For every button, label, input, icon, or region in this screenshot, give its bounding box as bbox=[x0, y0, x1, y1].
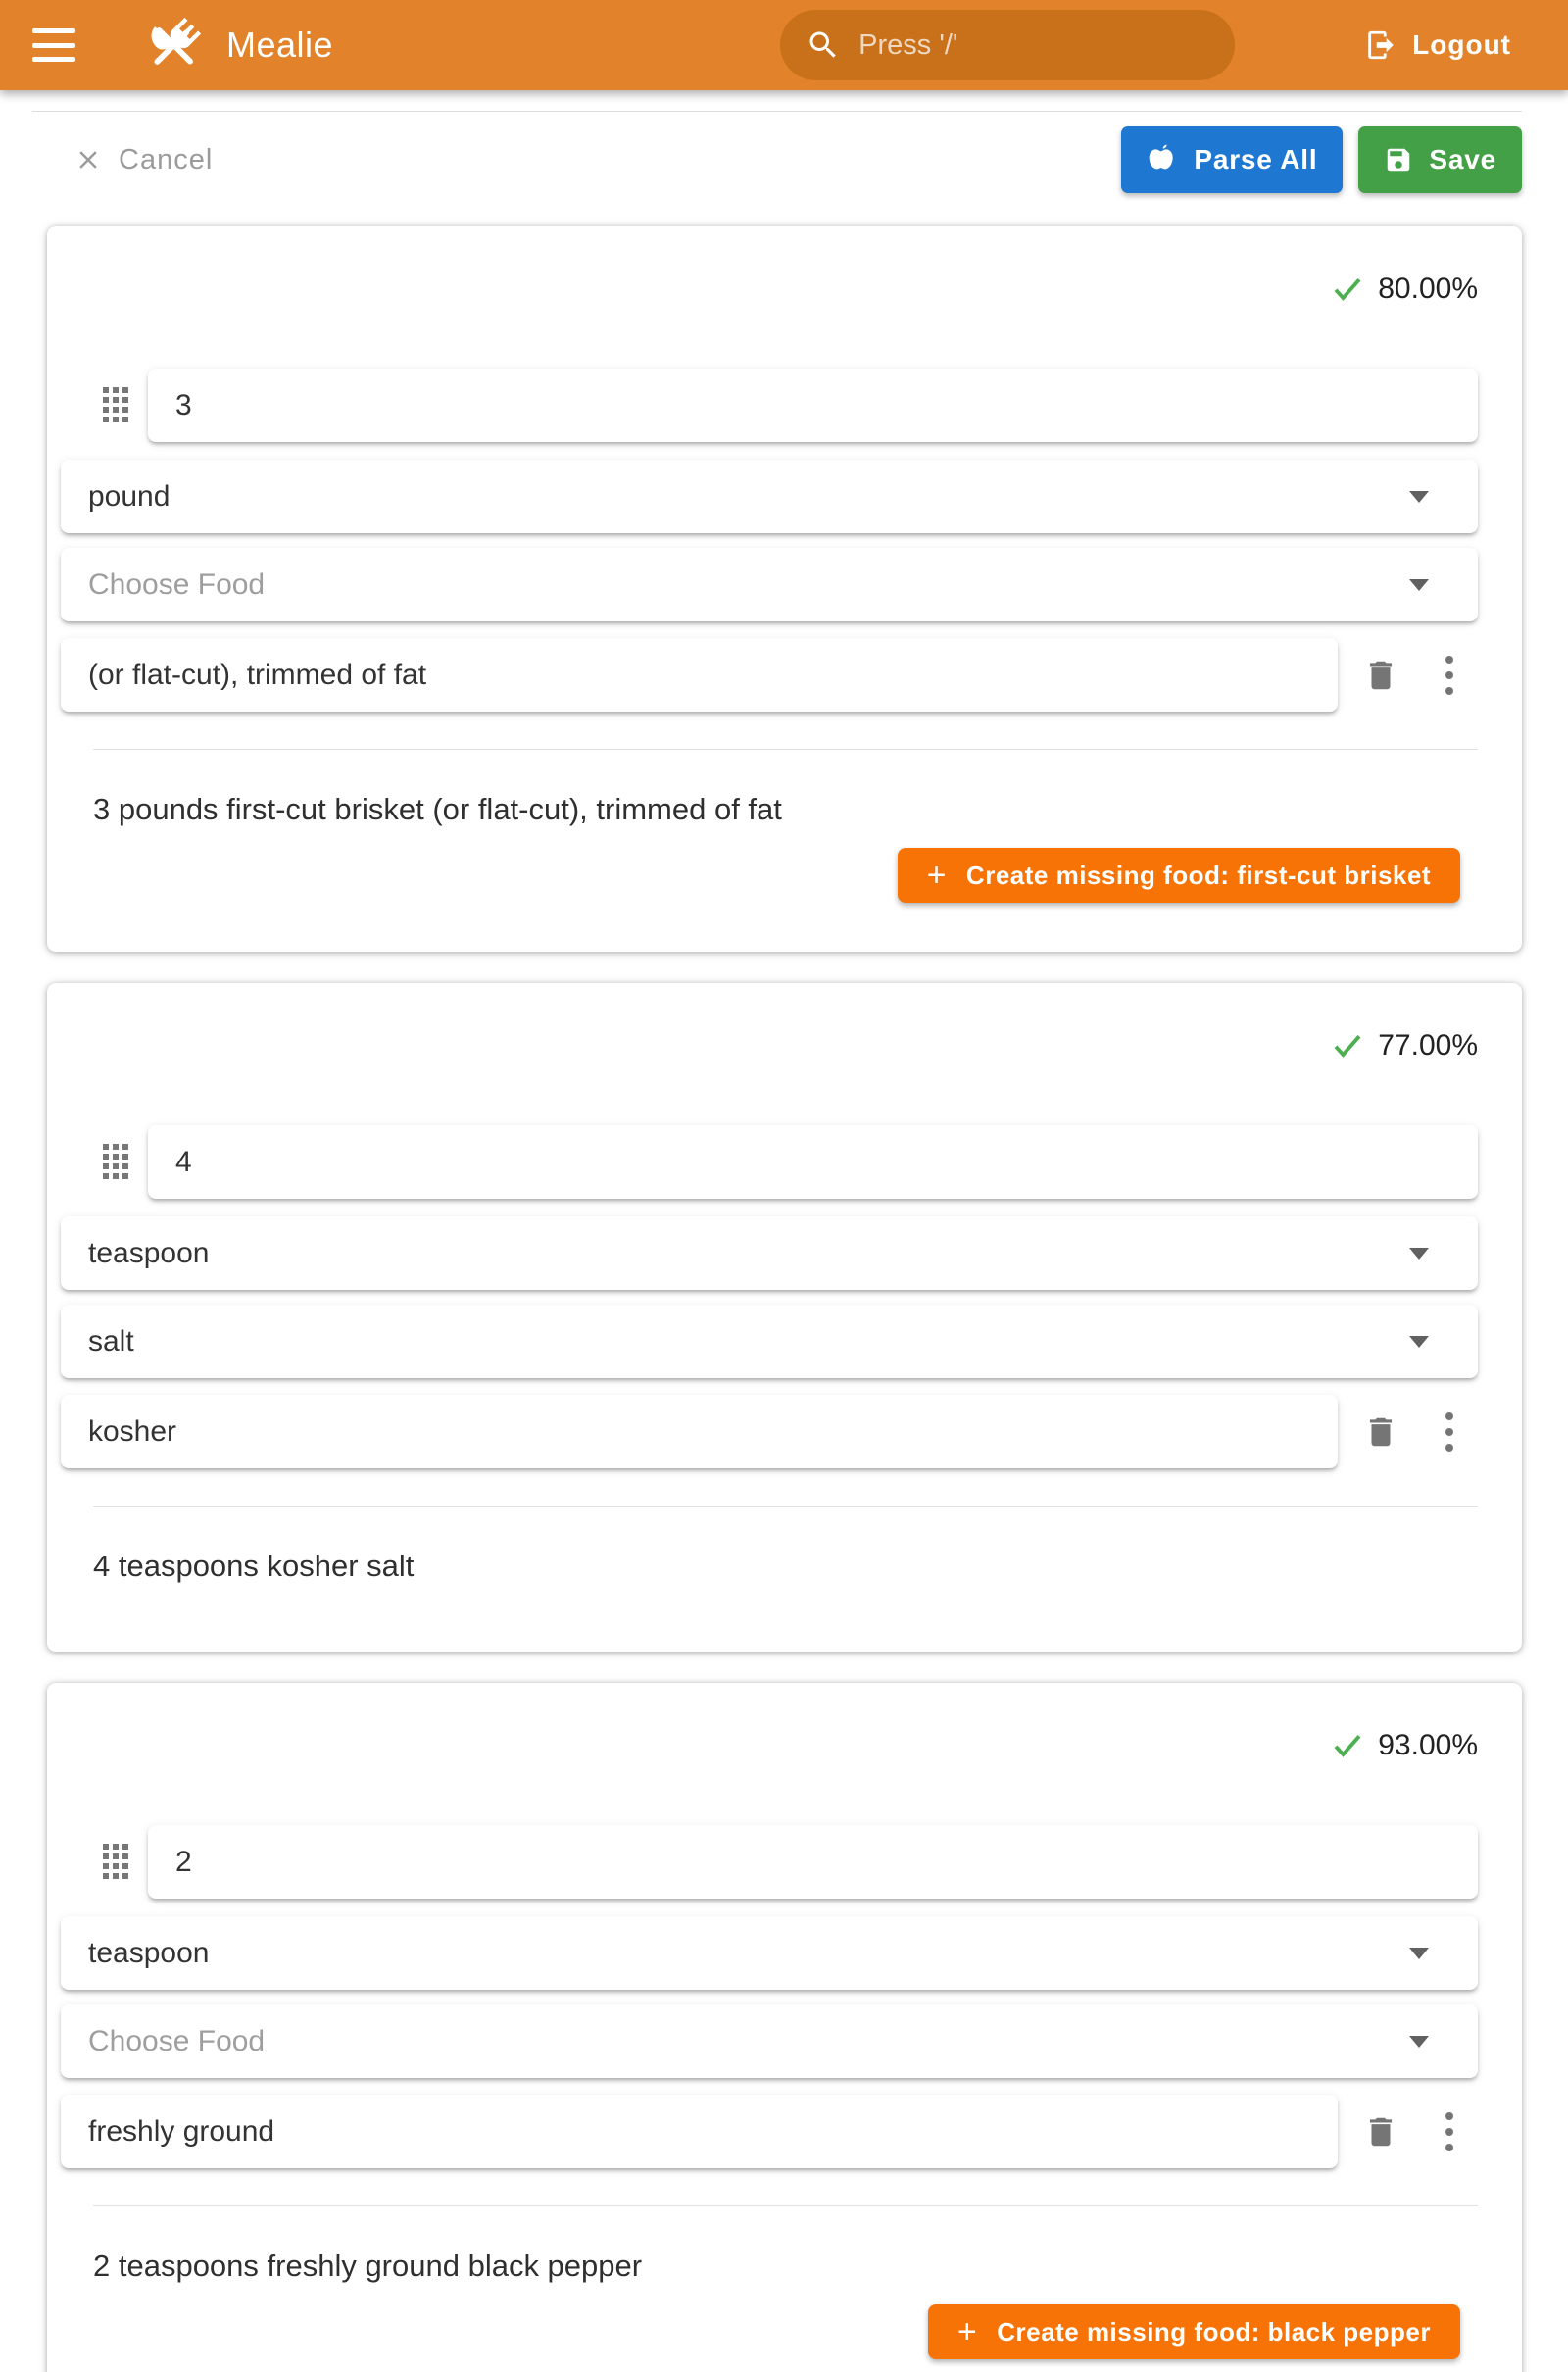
confidence-value: 80.00% bbox=[1378, 272, 1478, 305]
card-divider bbox=[93, 2205, 1478, 2206]
chevron-down-icon bbox=[1409, 579, 1429, 591]
delete-button[interactable] bbox=[1359, 1408, 1402, 1456]
plus-icon: + bbox=[956, 2313, 978, 2350]
confidence-value: 93.00% bbox=[1378, 1729, 1478, 1761]
more-options-button[interactable] bbox=[1432, 652, 1467, 699]
parser-toolbar bbox=[47, 124, 1522, 195]
check-icon bbox=[1330, 1728, 1365, 1763]
drag-handle-icon[interactable] bbox=[103, 387, 128, 423]
food-value: salt bbox=[88, 1324, 134, 1358]
check-icon bbox=[1330, 272, 1365, 307]
note-field bbox=[61, 2095, 1338, 2168]
food-select[interactable] bbox=[61, 1305, 1478, 1378]
quantity-field bbox=[148, 369, 1478, 442]
logout-button[interactable] bbox=[1364, 28, 1511, 62]
drag-handle-icon[interactable] bbox=[103, 1144, 128, 1180]
chevron-down-icon bbox=[1409, 2036, 1429, 2048]
logout-icon bbox=[1364, 28, 1397, 62]
unit-select[interactable] bbox=[61, 1916, 1478, 1990]
check-icon bbox=[1330, 1028, 1365, 1063]
quantity-input[interactable] bbox=[148, 369, 1478, 442]
note-row bbox=[61, 638, 1478, 712]
food-placeholder: Choose Food bbox=[88, 2024, 266, 2057]
ingredient-parser-page bbox=[0, 111, 1568, 2372]
drag-handle-icon[interactable] bbox=[103, 1844, 128, 1880]
card-divider bbox=[93, 1506, 1478, 1507]
trash-icon bbox=[1362, 655, 1399, 696]
quantity-row bbox=[61, 1125, 1478, 1199]
quantity-field bbox=[148, 1825, 1478, 1899]
confidence-value: 77.00% bbox=[1378, 1029, 1478, 1062]
note-row bbox=[61, 1395, 1478, 1468]
quantity-field bbox=[148, 1125, 1478, 1199]
delete-button[interactable] bbox=[1359, 2108, 1402, 2155]
chevron-down-icon bbox=[1409, 1336, 1429, 1348]
save-button[interactable] bbox=[1358, 126, 1522, 193]
logout-label: Logout bbox=[1412, 29, 1511, 60]
toolbar-divider bbox=[32, 111, 1522, 112]
search-box[interactable] bbox=[780, 10, 1235, 80]
plus-icon: + bbox=[926, 857, 947, 894]
ingredient-card bbox=[47, 983, 1522, 1652]
search-input[interactable] bbox=[858, 29, 1209, 62]
chevron-down-icon bbox=[1409, 1948, 1429, 1959]
trash-icon bbox=[1362, 2111, 1399, 2152]
parse-all-label: Parse All bbox=[1194, 144, 1318, 174]
food-placeholder: Choose Food bbox=[88, 568, 266, 601]
cancel-button[interactable] bbox=[62, 144, 224, 176]
cancel-label: Cancel bbox=[119, 143, 214, 175]
create-missing-food-button[interactable] bbox=[928, 2304, 1460, 2359]
search-icon bbox=[806, 27, 841, 63]
note-input[interactable] bbox=[61, 638, 1338, 712]
delete-button[interactable] bbox=[1359, 652, 1402, 699]
original-ingredient-text: 4 teaspoons kosher salt bbox=[93, 1549, 415, 1583]
confidence-indicator bbox=[61, 271, 1478, 308]
food-select[interactable] bbox=[61, 548, 1478, 621]
food-select[interactable] bbox=[61, 2004, 1478, 2078]
note-field bbox=[61, 638, 1338, 712]
original-ingredient-text: 2 teaspoons freshly ground black pepper bbox=[93, 2248, 643, 2283]
menu-icon[interactable] bbox=[32, 28, 75, 62]
ingredient-card bbox=[47, 226, 1522, 952]
app-title: Mealie bbox=[226, 25, 334, 65]
apple-icon bbox=[1147, 144, 1178, 175]
card-actions bbox=[61, 2304, 1478, 2359]
quantity-row bbox=[61, 369, 1478, 442]
quantity-input[interactable] bbox=[148, 1125, 1478, 1199]
unit-value: pound bbox=[88, 479, 171, 513]
quantity-input[interactable] bbox=[148, 1825, 1478, 1899]
confidence-indicator bbox=[61, 1027, 1478, 1064]
create-missing-food-button[interactable] bbox=[898, 848, 1460, 903]
note-input[interactable] bbox=[61, 1395, 1338, 1468]
more-options-button[interactable] bbox=[1432, 2108, 1467, 2155]
confidence-indicator bbox=[61, 1727, 1478, 1764]
unit-select[interactable] bbox=[61, 460, 1478, 533]
card-actions bbox=[61, 848, 1478, 903]
more-options-button[interactable] bbox=[1432, 1408, 1467, 1456]
close-icon bbox=[74, 145, 103, 174]
ingredient-card bbox=[47, 1683, 1522, 2372]
create-missing-food-label: Create missing food: first-cut brisket bbox=[965, 860, 1431, 890]
original-ingredient-text: 3 pounds first-cut brisket (or flat-cut), trimmed of fat bbox=[93, 792, 782, 826]
save-label: Save bbox=[1429, 144, 1496, 174]
note-field bbox=[61, 1395, 1338, 1468]
quantity-row bbox=[61, 1825, 1478, 1899]
save-icon bbox=[1384, 145, 1413, 174]
note-row bbox=[61, 2095, 1478, 2168]
note-input[interactable] bbox=[61, 2095, 1338, 2168]
unit-value: teaspoon bbox=[88, 1936, 210, 1969]
parse-all-button[interactable] bbox=[1121, 126, 1343, 193]
chevron-down-icon bbox=[1409, 491, 1429, 503]
app-bar bbox=[0, 0, 1568, 90]
card-divider bbox=[93, 749, 1478, 750]
mealie-logo-icon bbox=[142, 14, 205, 76]
chevron-down-icon bbox=[1409, 1248, 1429, 1260]
unit-select[interactable] bbox=[61, 1216, 1478, 1290]
trash-icon bbox=[1362, 1411, 1399, 1453]
create-missing-food-label: Create missing food: black pepper bbox=[997, 2316, 1431, 2347]
unit-value: teaspoon bbox=[88, 1236, 210, 1269]
